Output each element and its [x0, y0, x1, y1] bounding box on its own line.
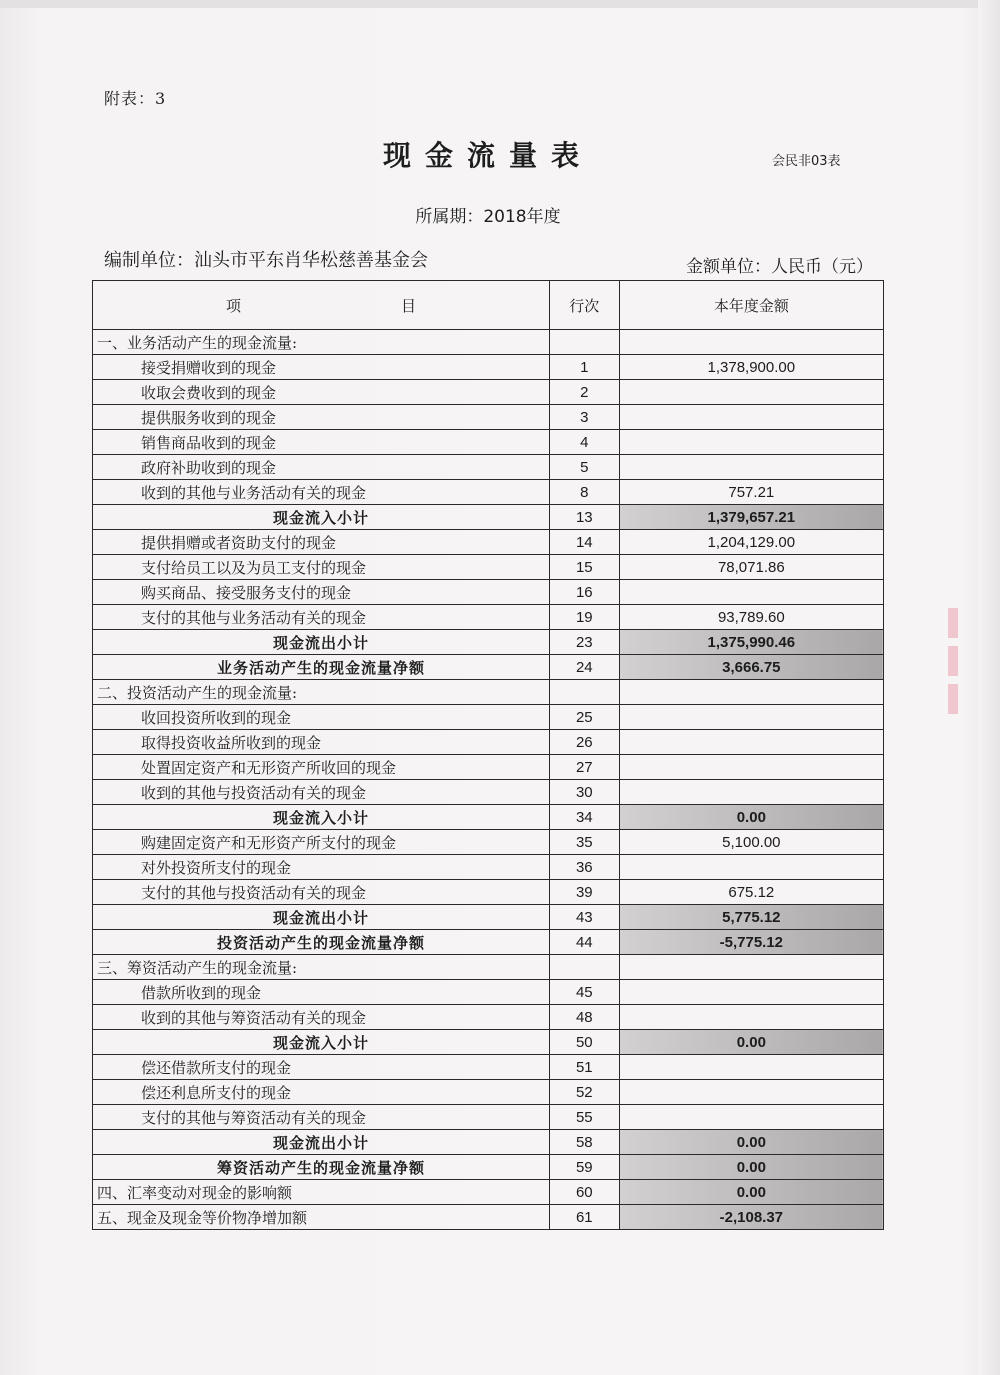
row-amount: -5,775.12	[619, 930, 883, 955]
table-row	[93, 705, 884, 730]
row-label: 处置固定资产和无形资产所收回的现金	[93, 755, 550, 780]
table-row	[93, 855, 884, 880]
table-row	[93, 930, 884, 955]
row-line-number: 24	[549, 655, 619, 680]
organization-label: 编制单位：汕头市平东肖华松慈善基金会	[104, 250, 428, 271]
table-row	[93, 1130, 884, 1155]
row-line-number: 15	[549, 555, 619, 580]
row-label: 购买商品、接受服务支付的现金	[93, 580, 550, 605]
row-amount: 5,100.00	[619, 830, 883, 855]
table-row	[93, 1005, 884, 1030]
row-label: 偿还利息所支付的现金	[93, 1080, 550, 1105]
table-row	[93, 755, 884, 780]
row-amount: 3,666.75	[619, 655, 883, 680]
row-amount	[619, 430, 883, 455]
row-label: 现金流入小计	[93, 1030, 550, 1055]
row-label: 提供捐赠或者资助支付的现金	[93, 530, 550, 555]
table-row	[93, 780, 884, 805]
table-row	[93, 955, 884, 980]
row-line-number: 36	[549, 855, 619, 880]
table-row	[93, 505, 884, 530]
table-row	[93, 355, 884, 380]
row-amount: -2,108.37	[619, 1205, 883, 1230]
row-line-number: 58	[549, 1130, 619, 1155]
row-line-number: 51	[549, 1055, 619, 1080]
table-row	[93, 455, 884, 480]
row-amount: 93,789.60	[619, 605, 883, 630]
table-row	[93, 655, 884, 680]
row-label: 购建固定资产和无形资产所支付的现金	[93, 830, 550, 855]
row-label: 接受捐赠收到的现金	[93, 355, 550, 380]
row-label: 收到的其他与业务活动有关的现金	[93, 480, 550, 505]
row-amount	[619, 1080, 883, 1105]
table-row	[93, 1180, 884, 1205]
table-body	[93, 330, 884, 1230]
table-row	[93, 530, 884, 555]
table-row	[93, 1055, 884, 1080]
page-title: 现金流量表	[382, 139, 593, 172]
row-line-number: 61	[549, 1205, 619, 1230]
row-label: 现金流入小计	[93, 805, 550, 830]
row-amount: 5,775.12	[619, 905, 883, 930]
page-right-edge	[978, 0, 1000, 1375]
row-line-number: 45	[549, 980, 619, 1005]
row-label: 支付给员工以及为员工支付的现金	[93, 555, 550, 580]
row-amount: 0.00	[619, 1155, 883, 1180]
row-line-number: 59	[549, 1155, 619, 1180]
header-amount: 本年度金额	[619, 281, 883, 330]
row-line-number: 23	[549, 630, 619, 655]
row-label: 现金流入小计	[93, 505, 550, 530]
row-label: 取得投资收益所收到的现金	[93, 730, 550, 755]
row-amount: 0.00	[619, 1030, 883, 1055]
form-code: 会民非03表	[772, 154, 841, 169]
header-item-b: 目	[400, 296, 416, 315]
row-amount	[619, 705, 883, 730]
row-line-number: 3	[549, 405, 619, 430]
table-row	[93, 380, 884, 405]
row-line-number: 60	[549, 1180, 619, 1205]
row-line-number	[549, 955, 619, 980]
row-line-number: 30	[549, 780, 619, 805]
row-amount	[619, 580, 883, 605]
table-row	[93, 805, 884, 830]
table-row	[93, 830, 884, 855]
row-label: 收到的其他与投资活动有关的现金	[93, 780, 550, 805]
row-label: 支付的其他与筹资活动有关的现金	[93, 1105, 550, 1130]
row-line-number: 8	[549, 480, 619, 505]
row-line-number: 26	[549, 730, 619, 755]
row-label: 支付的其他与投资活动有关的现金	[93, 880, 550, 905]
row-label: 一、业务活动产生的现金流量:	[93, 330, 550, 355]
row-label: 偿还借款所支付的现金	[93, 1055, 550, 1080]
row-amount: 0.00	[619, 805, 883, 830]
row-amount	[619, 980, 883, 1005]
row-label: 三、筹资活动产生的现金流量:	[93, 955, 550, 980]
table-row	[93, 405, 884, 430]
row-amount	[619, 380, 883, 405]
row-amount	[619, 455, 883, 480]
row-line-number: 27	[549, 755, 619, 780]
row-label: 业务活动产生的现金流量净额	[93, 655, 550, 680]
row-amount	[619, 1005, 883, 1030]
row-amount: 78,071.86	[619, 555, 883, 580]
row-label: 现金流出小计	[93, 1130, 550, 1155]
row-line-number: 1	[549, 355, 619, 380]
table-row	[93, 430, 884, 455]
row-label: 现金流出小计	[93, 630, 550, 655]
row-label: 收到的其他与筹资活动有关的现金	[93, 1005, 550, 1030]
row-amount: 1,204,129.00	[619, 530, 883, 555]
row-label: 收回投资所收到的现金	[93, 705, 550, 730]
row-label: 支付的其他与业务活动有关的现金	[93, 605, 550, 630]
table-row	[93, 1080, 884, 1105]
row-amount	[619, 780, 883, 805]
row-label: 收取会费收到的现金	[93, 380, 550, 405]
row-line-number: 14	[549, 530, 619, 555]
header-line: 行次	[549, 281, 619, 330]
table-row	[93, 480, 884, 505]
table-row	[93, 880, 884, 905]
row-line-number: 16	[549, 580, 619, 605]
table-row	[93, 605, 884, 630]
row-line-number: 35	[549, 830, 619, 855]
row-amount	[619, 755, 883, 780]
row-amount: 0.00	[619, 1180, 883, 1205]
table-row	[93, 1205, 884, 1230]
row-line-number: 39	[549, 880, 619, 905]
table-row	[93, 905, 884, 930]
row-line-number	[549, 330, 619, 355]
row-amount: 0.00	[619, 1130, 883, 1155]
row-amount: 675.12	[619, 880, 883, 905]
row-amount	[619, 405, 883, 430]
table-row	[93, 680, 884, 705]
row-label: 对外投资所支付的现金	[93, 855, 550, 880]
row-amount: 757.21	[619, 480, 883, 505]
row-label: 四、汇率变动对现金的影响额	[93, 1180, 550, 1205]
row-amount: 1,375,990.46	[619, 630, 883, 655]
row-line-number: 48	[549, 1005, 619, 1030]
row-line-number: 4	[549, 430, 619, 455]
row-amount	[619, 730, 883, 755]
row-label: 二、投资活动产生的现金流量:	[93, 680, 550, 705]
row-label: 投资活动产生的现金流量净额	[93, 930, 550, 955]
attachment-label: 附表：3	[104, 89, 167, 108]
table-row	[93, 330, 884, 355]
row-label: 政府补助收到的现金	[93, 455, 550, 480]
row-amount	[619, 855, 883, 880]
row-line-number: 44	[549, 930, 619, 955]
header-item	[93, 281, 550, 330]
table-row	[93, 1155, 884, 1180]
table-row	[93, 580, 884, 605]
row-amount	[619, 1105, 883, 1130]
cash-flow-table	[92, 280, 884, 1230]
stamp-fragment	[940, 600, 970, 750]
row-line-number: 13	[549, 505, 619, 530]
row-label: 筹资活动产生的现金流量净额	[93, 1155, 550, 1180]
row-amount: 1,378,900.00	[619, 355, 883, 380]
row-label: 五、现金及现金等价物净增加额	[93, 1205, 550, 1230]
table-header-row	[93, 281, 884, 330]
table-row	[93, 630, 884, 655]
table-row	[93, 1030, 884, 1055]
row-line-number: 43	[549, 905, 619, 930]
row-line-number: 55	[549, 1105, 619, 1130]
row-line-number: 34	[549, 805, 619, 830]
row-line-number: 50	[549, 1030, 619, 1055]
row-line-number: 19	[549, 605, 619, 630]
currency-unit-label: 金额单位：人民币（元）	[686, 257, 873, 277]
row-label: 销售商品收到的现金	[93, 430, 550, 455]
row-amount	[619, 955, 883, 980]
row-line-number	[549, 680, 619, 705]
row-amount	[619, 1055, 883, 1080]
row-amount	[619, 330, 883, 355]
table-row	[93, 730, 884, 755]
row-line-number: 5	[549, 455, 619, 480]
header-item-a: 项	[225, 296, 241, 315]
row-line-number: 2	[549, 380, 619, 405]
page-top-edge	[0, 0, 1000, 8]
row-line-number: 25	[549, 705, 619, 730]
table-row	[93, 980, 884, 1005]
table-row	[93, 555, 884, 580]
table-row	[93, 1105, 884, 1130]
row-line-number: 52	[549, 1080, 619, 1105]
row-label: 借款所收到的现金	[93, 980, 550, 1005]
row-amount	[619, 680, 883, 705]
row-amount: 1,379,657.21	[619, 505, 883, 530]
row-label: 提供服务收到的现金	[93, 405, 550, 430]
period-label: 所属期：2018年度	[415, 207, 561, 227]
row-label: 现金流出小计	[93, 905, 550, 930]
